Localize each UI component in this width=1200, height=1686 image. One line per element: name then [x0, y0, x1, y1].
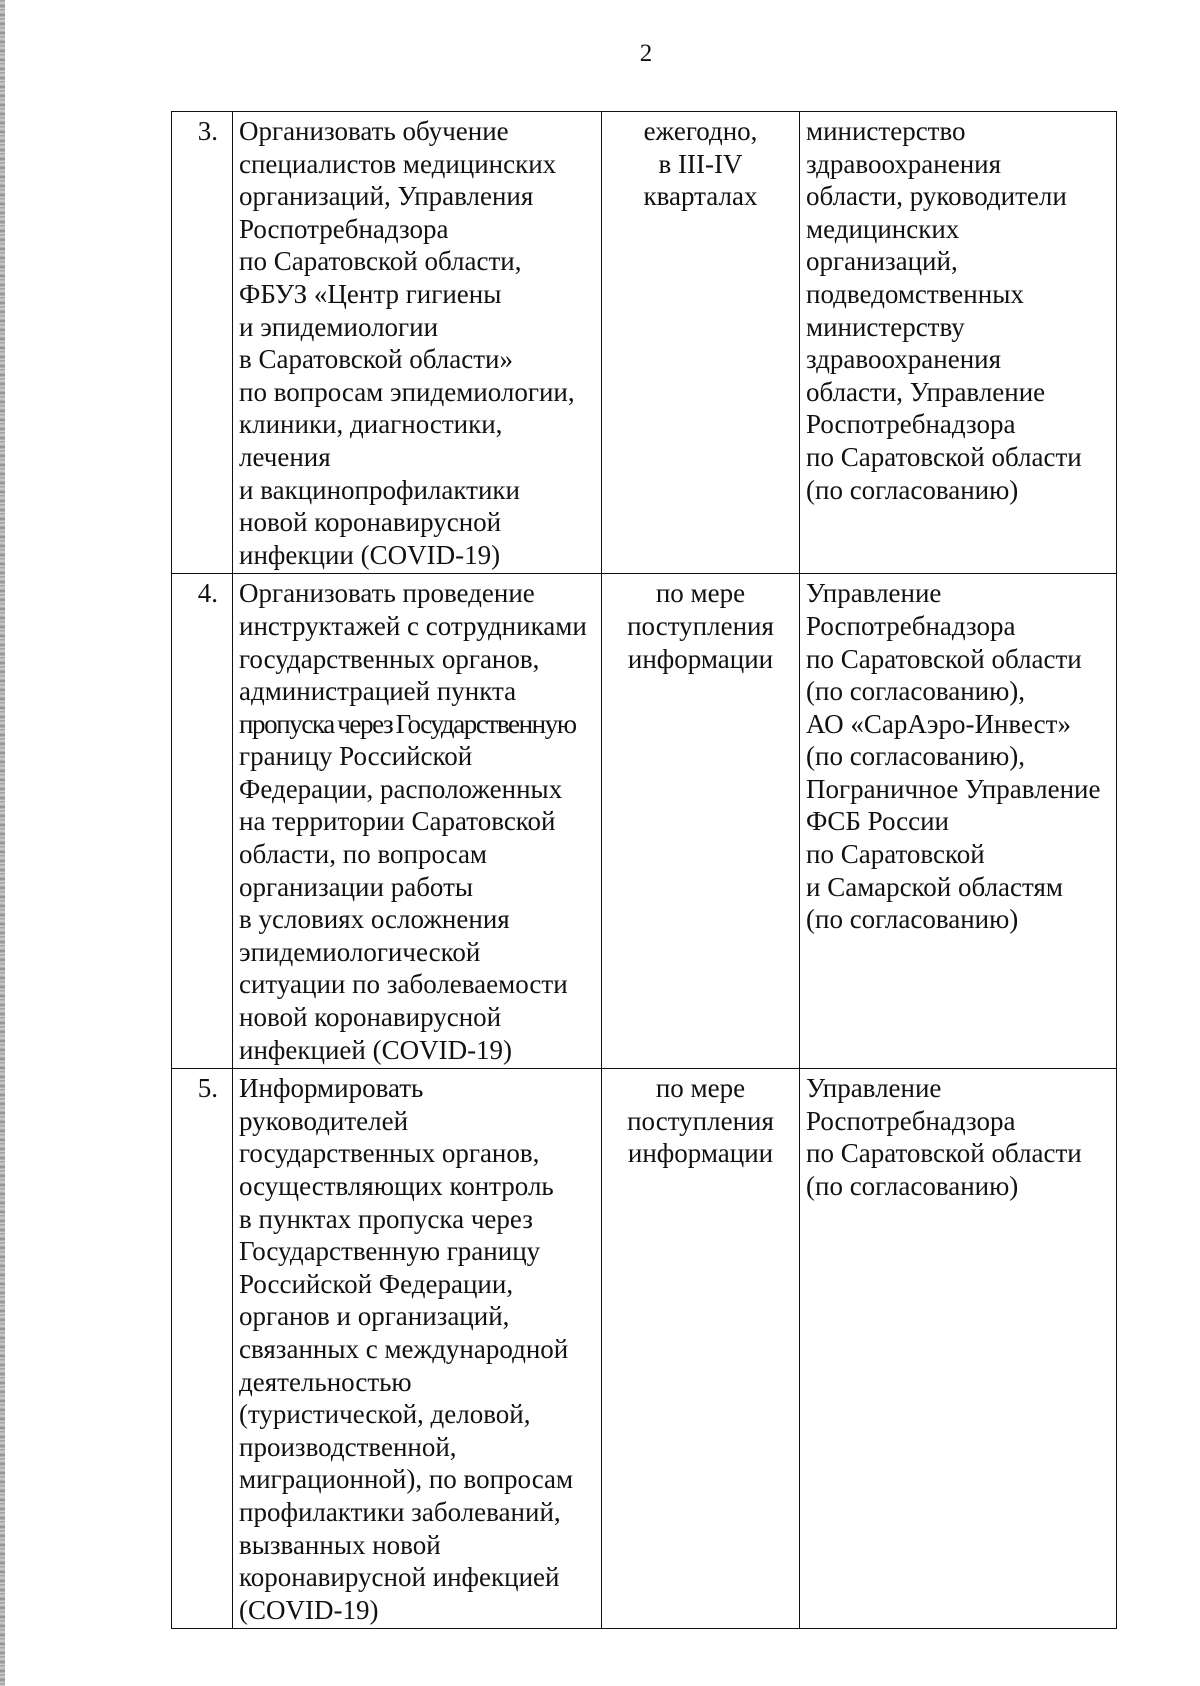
page-number: 2	[639, 40, 653, 67]
action-line: администрацией пункта	[239, 676, 517, 707]
deadline-cell: по мере поступления информации	[602, 574, 800, 1069]
action-line: Организовать проведение	[239, 578, 535, 609]
table-row	[172, 112, 1117, 574]
row-number: 4.	[172, 574, 233, 1069]
action-line: эпидемиологической	[239, 936, 481, 967]
action-line: ситуации по заболеваемости	[239, 969, 568, 1000]
action-cell: Организовать обучение специалистов медицинских организаций, Управления Роспотребнадзора по Саратовской области, ФБУЗ «Центр гигиены и эпидемиологии в Саратовской области» по вопросам эпидемиологии, клиники, диагностики, лечения и вакцинопрофилактики новой коронавирусной инфекции (COVID-19)	[233, 112, 602, 574]
action-line: в условиях осложнения	[239, 904, 510, 935]
responsible-cell: Управление Роспотребнадзора по Саратовской области (по согласованию)	[800, 1069, 1117, 1629]
row-number: 5.	[172, 1069, 233, 1629]
action-line: области, по вопросам	[239, 839, 488, 870]
measures-table	[171, 111, 1117, 1629]
action-line: на территории Саратовской	[239, 806, 556, 837]
action-line: государственных органов,	[239, 643, 540, 674]
action-line: границу Российской	[239, 741, 473, 772]
table-row	[172, 1069, 1117, 1629]
action-cell: Информировать руководителей государственных органов, осуществляющих контроль в пунктах пропуска через Государственную границу Российской Федерации, органов и организаций, связанных с международной деятельностью (туристической, деловой, производственной, миграционной), по вопросам профилактики заболеваний, вызванных новой коронавирусной инфекцией (COVID-19)	[233, 1069, 602, 1629]
action-line: инструктажей с сотрудниками	[239, 610, 587, 641]
action-line: организации работы	[239, 871, 474, 902]
action-cell	[233, 574, 602, 1069]
table-row	[172, 574, 1117, 1069]
deadline-cell: по мере поступления информации	[602, 1069, 800, 1629]
action-line: новой коронавирусной	[239, 1002, 502, 1033]
action-line: пропуска через Государственную	[239, 708, 576, 739]
responsible-cell: Управление Роспотребнадзора по Саратовской области (по согласованию), АО «СарАэро-Инвест» (по согласованию), Пограничное Управление ФСБ России по Саратовской и Самарской областям (по согласованию)	[800, 574, 1117, 1069]
responsible-cell: министерство здравоохранения области, руководители медицинских организаций, подведомственных министерству здравоохранения области, Управление Роспотребнадзора по Саратовской области (по согласованию)	[800, 112, 1117, 574]
action-line: инфекцией (COVID-19)	[239, 1034, 513, 1065]
action-line: Федерации, расположенных	[239, 773, 563, 804]
row-number: 3.	[172, 112, 233, 574]
deadline-cell: ежегодно, в III-IV кварталах	[602, 112, 800, 574]
scan-edge	[0, 0, 5, 1686]
